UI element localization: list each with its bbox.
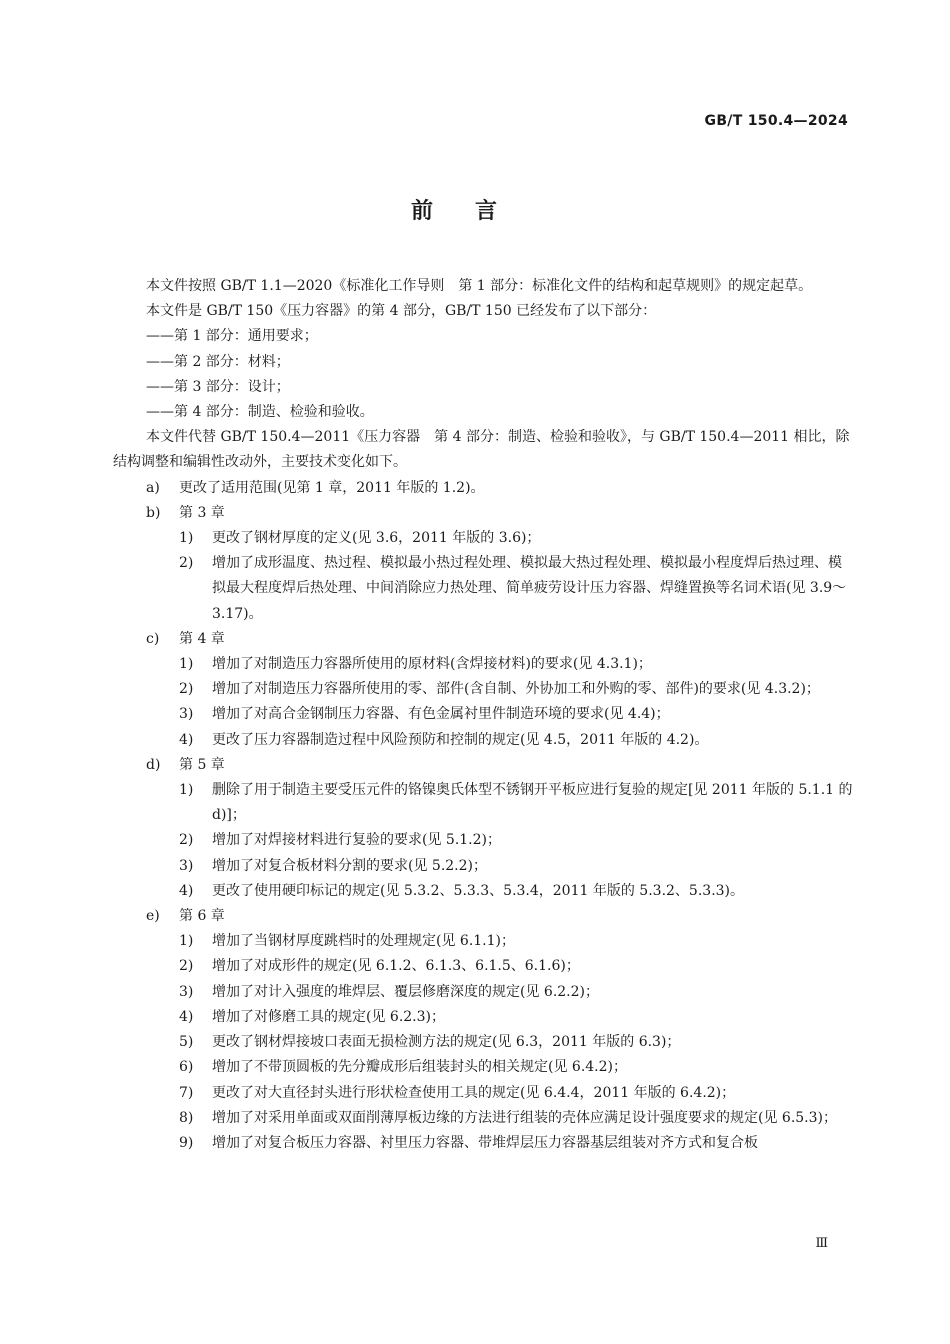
sub-item (113, 526, 853, 551)
list-text: 更改了对大直径封头进行形状检查使用工具的规定(见 6.4.4，2011 年版的 6.4.2)； (212, 1084, 736, 1101)
list-marker: 1) (179, 656, 194, 673)
list-marker: 2) (179, 958, 194, 975)
list-marker: 2) (179, 832, 194, 849)
list-marker: 3) (179, 706, 194, 723)
sub-item (113, 1081, 853, 1106)
sub-item (113, 980, 853, 1005)
sub-item (113, 954, 853, 979)
list-text: 增加了对复合板压力容器、衬里压力容器、带堆焊层压力容器基层组装对齐方式和复合板 (212, 1134, 758, 1151)
list-marker: d) (146, 756, 161, 773)
list-marker: 6) (179, 1059, 194, 1076)
sub-item (113, 879, 853, 904)
list-text: 第 6 章 (179, 908, 225, 925)
list-text: 增加了对修磨工具的规定(见 6.2.3)； (212, 1008, 445, 1025)
sub-item (113, 929, 853, 954)
document-body (113, 274, 853, 1156)
list-marker: 1) (179, 530, 194, 547)
list-text: 增加了对制造压力容器所使用的原材料(含焊接材料)的要求(见 4.3.1)； (212, 656, 652, 673)
list-marker: 4) (179, 1008, 194, 1025)
list-marker: 2) (179, 555, 194, 572)
sub-item (113, 778, 853, 828)
change-item-b (113, 501, 853, 526)
list-marker: b) (146, 504, 161, 521)
list-text: 增加了对高合金钢制压力容器、有色金属衬里件制造环境的要求(见 4.4)； (212, 706, 670, 723)
sub-item (113, 728, 853, 753)
list-marker: 9) (179, 1134, 194, 1151)
sub-item (113, 1030, 853, 1055)
list-text: 第 4 章 (179, 630, 225, 647)
list-text: 更改了压力容器制造过程中风险预防和控制的规定(见 4.5，2011 年版的 4.2)。 (212, 731, 709, 748)
list-marker: e) (146, 908, 160, 925)
list-marker: 3) (179, 983, 194, 1000)
change-item-d (113, 753, 853, 778)
sub-item (113, 551, 853, 627)
list-marker: c) (146, 630, 160, 647)
list-text: 增加了对计入强度的堆焊层、覆层修磨深度的规定(见 6.2.2)； (212, 983, 599, 1000)
list-text: 增加了不带顶圆板的先分瓣成形后组装封头的相关规定(见 6.4.2)； (212, 1059, 627, 1076)
list-marker: 3) (179, 857, 194, 874)
list-marker: 8) (179, 1109, 194, 1126)
page-title: 前言 (410, 199, 539, 224)
part-item: ——第 4 部分：制造、检验和验收。 (146, 404, 374, 421)
intro-paragraph-1: 本文件按照 GB/T 1.1—2020《标准化工作导则 第 1 部分：标准化文件的结构和起草规则》的规定起草。 (146, 278, 813, 294)
list-text: 增加了对制造压力容器所使用的零、部件(含自制、外协加工和外购的零、部件)的要求(见 4.3.2)； (212, 681, 820, 698)
sub-item (113, 652, 853, 677)
sub-item (113, 1131, 853, 1156)
list-text: 更改了使用硬印标记的规定(见 5.3.2、5.3.3、5.3.4，2011 年版的 5.3.2、5.3.3)。 (212, 882, 745, 899)
list-marker: 5) (179, 1034, 194, 1051)
list-text: 增加了对采用单面或双面削薄厚板边缘的方法进行组装的壳体应满足设计强度要求的规定(见 6.5.3)； (212, 1109, 837, 1126)
list-text: 更改了钢材厚度的定义(见 3.6，2011 年版的 3.6)； (212, 530, 541, 547)
list-marker: a) (146, 479, 160, 496)
change-item-a (113, 476, 853, 501)
sub-item (113, 677, 853, 702)
list-text: 第 5 章 (179, 756, 225, 773)
list-marker: 4) (179, 882, 194, 899)
list-marker: 1) (179, 782, 194, 799)
standard-code: GB/T 150.4—2024 (704, 113, 848, 129)
list-marker: 7) (179, 1084, 194, 1101)
list-text: 更改了适用范围(见第 1 章，2011 年版的 1.2)。 (179, 479, 485, 496)
list-marker: 1) (179, 933, 194, 950)
list-marker: 2) (179, 681, 194, 698)
sub-item (113, 1106, 853, 1131)
sub-item (113, 1005, 853, 1030)
list-text: 第 3 章 (179, 504, 225, 521)
page-number: Ⅲ (815, 1236, 828, 1251)
list-text: 增加了成形温度、热过程、模拟最小热过程处理、模拟最大热过程处理、模拟最小程度焊后热过理、模拟最大程度焊后热处理、中间消除应力热处理、简单疲劳设计压力容器、焊缝置换等名词术语(见 3.9～3.17)。 (212, 555, 847, 622)
list-text: 更改了钢材焊接坡口表面无损检测方法的规定(见 6.3，2011 年版的 6.3)； (212, 1034, 681, 1051)
sub-item (113, 854, 853, 879)
list-text: 增加了对成形件的规定(见 6.1.2、6.1.3、6.1.5、6.1.6)； (212, 958, 580, 975)
part-item: ——第 1 部分：通用要求； (146, 328, 318, 345)
change-item-e (113, 904, 853, 929)
replace-paragraph: 本文件代替 GB/T 150.4—2011《压力容器 第 4 部分：制造、检验和验收》，与 GB/T 150.4—2011 相比，除结构调整和编辑性改动外，主要技术变化如下。 (113, 429, 850, 471)
list-text: 增加了对复合板材料分割的要求(见 5.2.2)； (212, 857, 487, 874)
part-item: ——第 3 部分：设计； (146, 378, 290, 395)
sub-item (113, 1055, 853, 1080)
list-text: 增加了当钢材厚度跳档时的处理规定(见 6.1.1)； (212, 933, 515, 950)
list-marker: 4) (179, 731, 194, 748)
sub-item (113, 702, 853, 727)
list-text: 增加了对焊接材料进行复验的要求(见 5.1.2)； (212, 832, 501, 849)
change-item-c (113, 627, 853, 652)
part-item: ——第 2 部分：材料； (146, 353, 290, 370)
list-text: 删除了用于制造主要受压元件的铬镍奥氏体型不锈钢开平板应进行复验的规定[见 2011 年版的 5.1.1 的 d)]； (212, 782, 853, 824)
intro-paragraph-2: 本文件是 GB/T 150《压力容器》的第 4 部分，GB/T 150 已经发布了以下部分： (146, 303, 657, 320)
sub-item (113, 828, 853, 853)
